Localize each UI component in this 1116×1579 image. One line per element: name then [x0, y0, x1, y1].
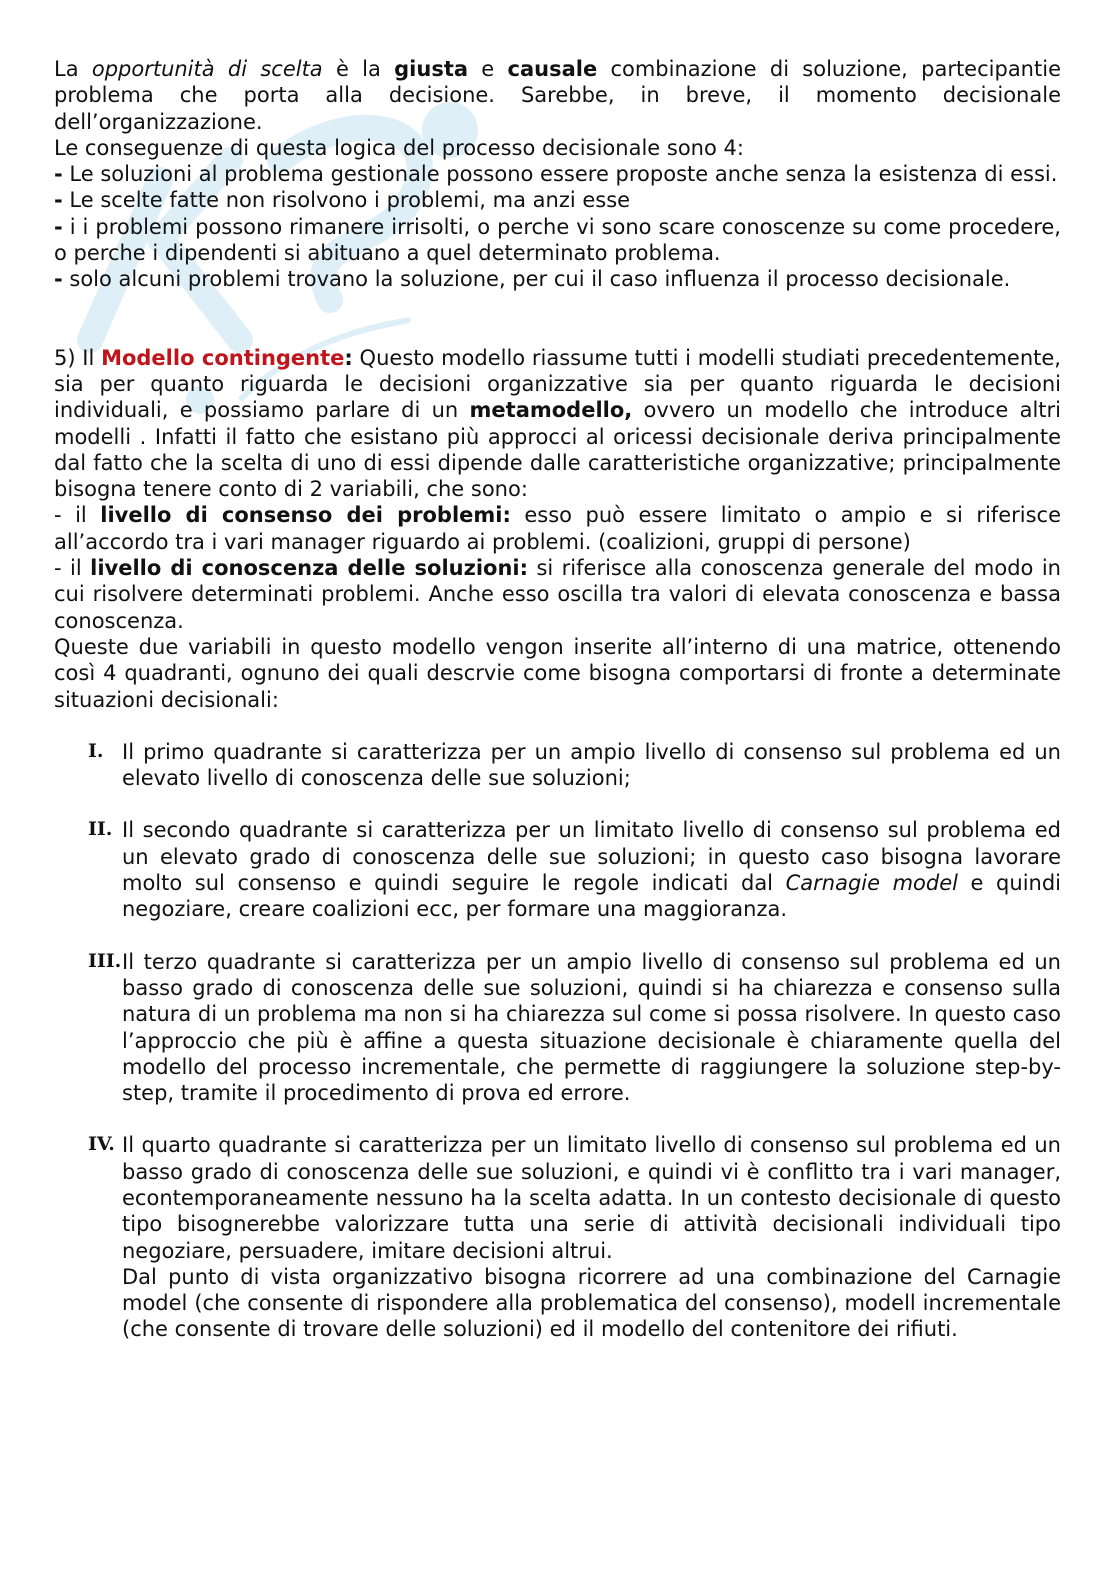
matrix-paragraph: Queste due variabili in questo modello vengon inserite all’interno di una matrice, ottenendo così 4 quadranti, ognuno dei quali descrvie come bisogna comportarsi di fronte a determinate situazioni decisionali: [54, 634, 1061, 712]
bullet-item: - i i problemi possono rimanere irrisolti, o perche vi sono scare conoscenze su come procedere, o perche i dipendenti si abituano a quel determinato problema. [54, 214, 1061, 266]
section-title: Modello contingente [101, 345, 345, 370]
intro-paragraph: La opportunità di scelta è la giusta e causale combinazione di soluzione, partecipantie problema che porta alla decisione. Sarebbe, in breve, il momento decisionale dell’organizzazione. [54, 57, 1061, 134]
bullet-item: - Le soluzioni al problema gestionale possono essere proposte anche senza la esistenza di essi. [54, 162, 1058, 187]
variable-consenso: - il livello di consenso dei problemi: esso può essere limitato o ampio e si riferisce all’accordo tra i vari manager riguardo ai problemi. (coalizioni, gruppi di persone) [54, 503, 1061, 554]
list-item: I. Il primo quadrante si caratterizza per un ampio livello di consenso sul problema ed un elevato livello di conoscenza delle sue soluzioni; [88, 739, 1061, 791]
list-item: IV. Il quarto quadrante si caratterizza per un limitato livello di consenso sul problema ed un basso grado di conoscenza delle sue soluzioni, e quindi vi è conflitto tra i vari manager, econtemporaneamente nessuno ha la scelta adatta. In un contesto decisionale di questo tipo bisognerebbe valorizzare tutta una serie di attività decisionali individuali tipo negoziare, persuadere, imitare decisioni altrui. Dal punto di vista organizzativo bisogna ricorrere ad una combinazione del Carnagie model (che consente di rispondere alla problematica del consenso), modell incrementale (che consente di trovare delle soluzioni) ed il modello del contenitore dei rifiuti. [88, 1133, 1061, 1342]
list-number: IV. [88, 1133, 115, 1156]
list-item: III. Il terzo quadrante si caratterizza per un ampio livello di consenso sul problema ed un basso grado di conoscenza delle sue soluzioni, quindi si ha chiarezza e consenso sulla natura di un problema ma non si ha chiarezza sul come si possa risolvere. In questo caso l’approccio che più è affine a questa situazione decisionale è chiaramente quella del modello del processo incrementale, che permette di raggiungere la soluzione step-by-step, tramite il procedimento di prova ed errore. [88, 949, 1061, 1106]
list-item: II. Il secondo quadrante si caratterizza per un limitato livello di consenso sul problema ed un elevato grado di conoscenza delle sue soluzioni; in questo caso bisogna lavorare molto sul consenso e quindi seguire le regole indicati dal Carnagie model e quindi negoziare, creare coalizioni ecc, per formare una maggioranza. [88, 818, 1061, 922]
bullet-item: - Le scelte fatte non risolvono i problemi, ma anzi esse [54, 188, 631, 213]
section-modello-contingente: 5) Il Modello contingente: Questo modello riassume tutti i modelli studiati precedentemente, sia per quanto riguarda le decisioni organizzative sia per quanto riguarda le decisioni individuali, e possiamo parlare di un metamodello, ovvero un modello che introduce altri modelli . Infatti il fatto che esistano più approcci al oricessi decisionale deriva principalmente dal fatto che la scelta di uno di essi dipende dalle caratteristiche organizzative; principalmente bisogna tenere conto di 2 variabili, che sono: [54, 345, 1061, 502]
variable-conoscenza: - il livello di conoscenza delle soluzioni: si riferisce alla conoscenza generale del modo in cui risolvere determinati problemi. Anche esso oscilla tra valori di elevata conoscenza e bassa conoscenza. [54, 556, 1061, 633]
document-page [54, 56, 1061, 1343]
list-number: III. [88, 949, 122, 972]
quadrants-list [54, 739, 1061, 1343]
list-number: II. [88, 818, 113, 841]
list-number: I. [88, 739, 104, 762]
bullet-item: - solo alcuni problemi trovano la soluzione, per cui il caso influenza il processo decisionale. [54, 267, 1011, 292]
consequences-intro: Le conseguenze di questa logica del processo decisionale sono 4: [54, 135, 744, 160]
